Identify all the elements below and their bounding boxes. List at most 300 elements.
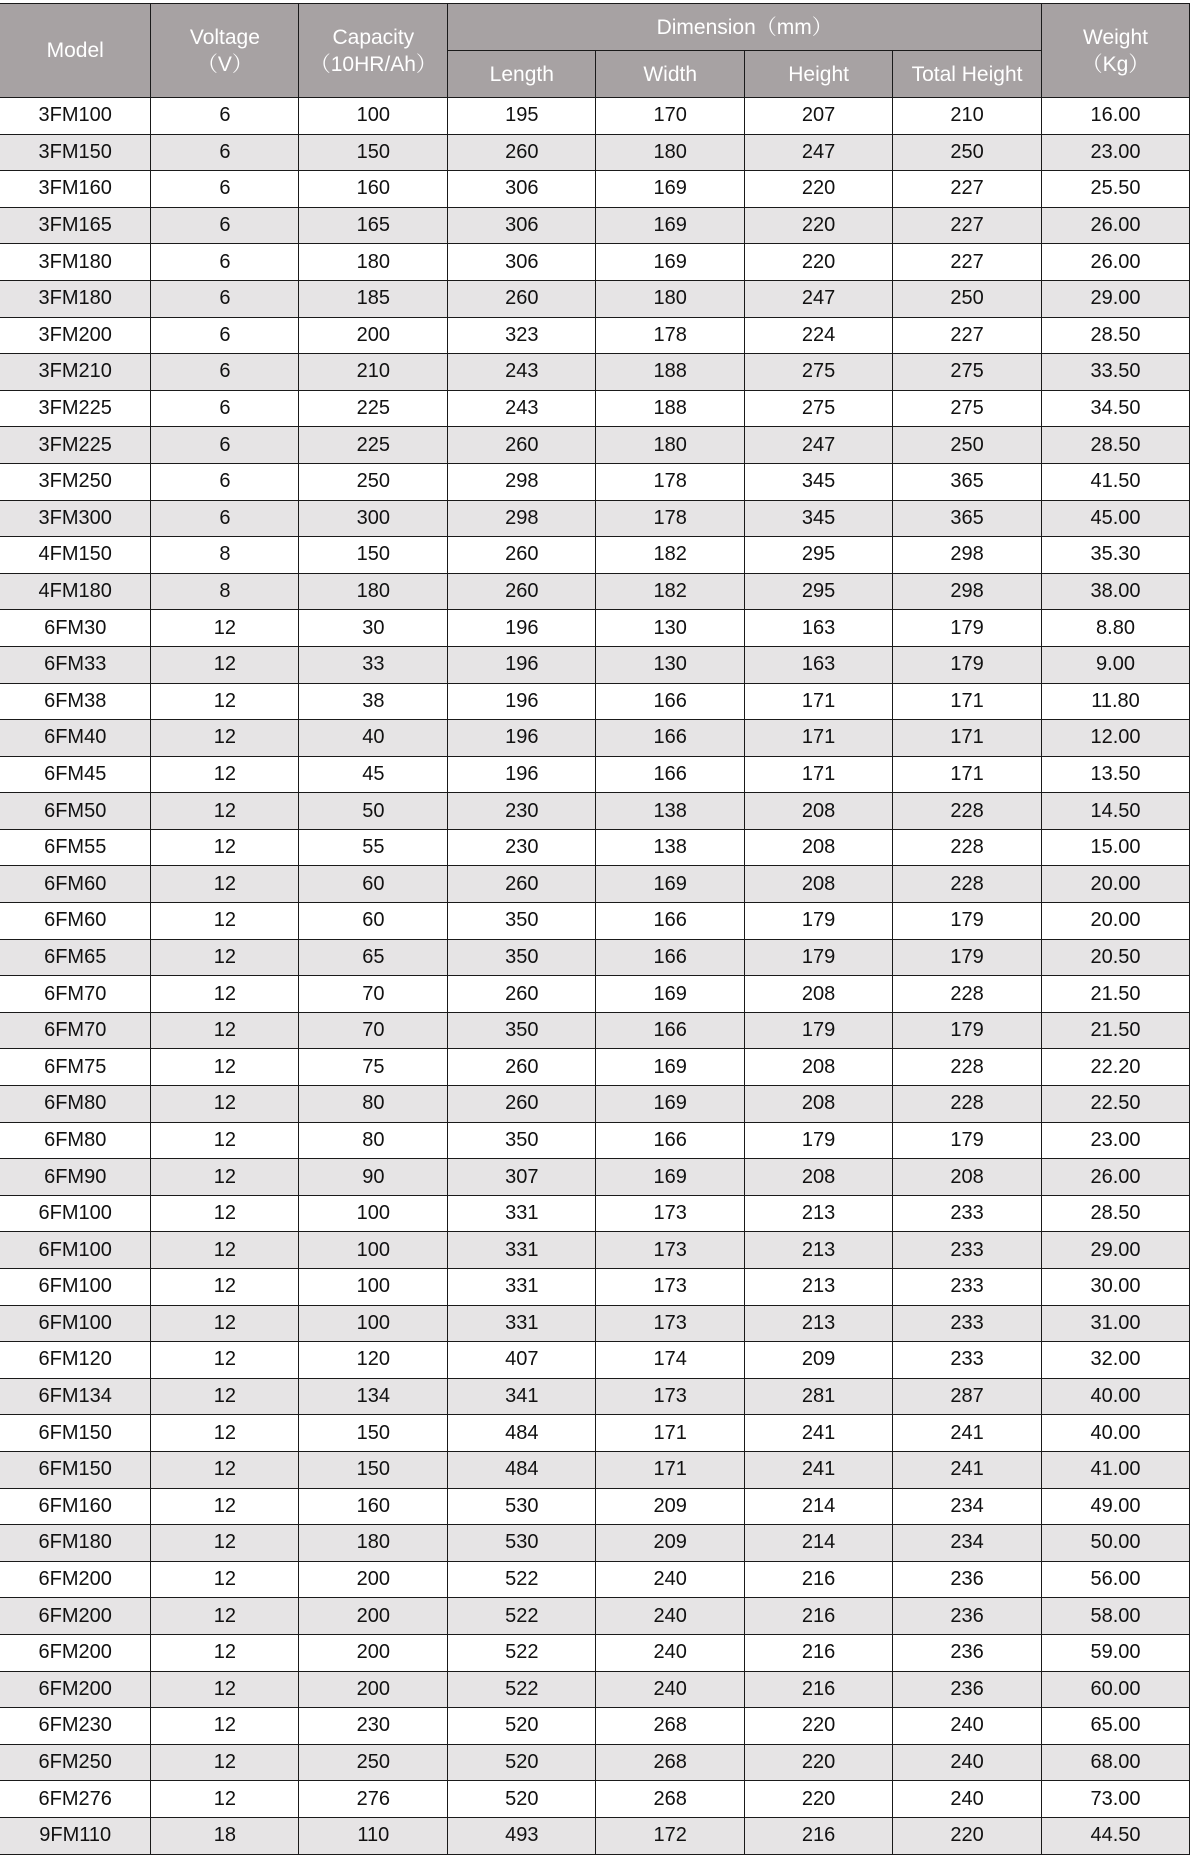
- header-total-height: Total Height: [893, 51, 1042, 98]
- cell-voltage: 12: [151, 829, 299, 866]
- cell-height: 247: [745, 427, 893, 464]
- cell-total-height: 240: [893, 1708, 1042, 1745]
- cell-total-height: 298: [893, 573, 1042, 610]
- cell-total-height: 179: [893, 1122, 1042, 1159]
- cell-capacity: 100: [299, 98, 448, 135]
- cell-weight: 28.50: [1042, 317, 1190, 354]
- cell-width: 180: [596, 134, 745, 171]
- cell-width: 173: [596, 1232, 745, 1269]
- table-row: [0, 1269, 1190, 1306]
- cell-length: 520: [448, 1744, 596, 1781]
- cell-weight: 8.80: [1042, 610, 1190, 647]
- cell-capacity: 38: [299, 683, 448, 720]
- cell-weight: 11.80: [1042, 683, 1190, 720]
- cell-weight: 29.00: [1042, 280, 1190, 317]
- cell-width: 169: [596, 1159, 745, 1196]
- cell-capacity: 70: [299, 976, 448, 1013]
- cell-width: 173: [596, 1269, 745, 1306]
- table-header: [0, 4, 1190, 98]
- cell-capacity: 185: [299, 280, 448, 317]
- cell-total-height: 227: [893, 171, 1042, 208]
- table-row: [0, 171, 1190, 208]
- cell-height: 220: [745, 171, 893, 208]
- cell-width: 130: [596, 646, 745, 683]
- cell-total-height: 179: [893, 610, 1042, 647]
- cell-capacity: 180: [299, 573, 448, 610]
- cell-weight: 59.00: [1042, 1634, 1190, 1671]
- cell-length: 196: [448, 683, 596, 720]
- cell-length: 230: [448, 793, 596, 830]
- table-row: [0, 1708, 1190, 1745]
- cell-total-height: 179: [893, 646, 1042, 683]
- cell-model: 6FM100: [0, 1305, 151, 1342]
- cell-height: 345: [745, 500, 893, 537]
- cell-model: 6FM45: [0, 756, 151, 793]
- table-row: [0, 573, 1190, 610]
- cell-height: 216: [745, 1561, 893, 1598]
- cell-model: 6FM65: [0, 939, 151, 976]
- header-capacity-label: Capacity: [332, 25, 415, 49]
- cell-height: 220: [745, 207, 893, 244]
- cell-weight: 21.50: [1042, 976, 1190, 1013]
- cell-height: 216: [745, 1817, 893, 1854]
- cell-height: 247: [745, 134, 893, 171]
- cell-voltage: 12: [151, 939, 299, 976]
- cell-length: 260: [448, 537, 596, 574]
- cell-model: 3FM165: [0, 207, 151, 244]
- cell-weight: 35.30: [1042, 537, 1190, 574]
- cell-voltage: 12: [151, 903, 299, 940]
- cell-capacity: 150: [299, 537, 448, 574]
- cell-total-height: 240: [893, 1744, 1042, 1781]
- cell-width: 180: [596, 280, 745, 317]
- cell-height: 241: [745, 1415, 893, 1452]
- cell-height: 275: [745, 390, 893, 427]
- table-row: [0, 793, 1190, 830]
- header-model: Model: [0, 4, 151, 98]
- cell-weight: 26.00: [1042, 244, 1190, 281]
- cell-capacity: 250: [299, 463, 448, 500]
- cell-width: 169: [596, 207, 745, 244]
- cell-capacity: 225: [299, 390, 448, 427]
- cell-total-height: 220: [893, 1817, 1042, 1854]
- table-row: [0, 280, 1190, 317]
- cell-weight: 38.00: [1042, 573, 1190, 610]
- cell-model: 6FM70: [0, 976, 151, 1013]
- cell-total-height: 241: [893, 1451, 1042, 1488]
- cell-weight: 32.00: [1042, 1342, 1190, 1379]
- cell-length: 407: [448, 1342, 596, 1379]
- table-row: [0, 1561, 1190, 1598]
- cell-height: 220: [745, 244, 893, 281]
- cell-height: 179: [745, 903, 893, 940]
- table-row: [0, 1378, 1190, 1415]
- cell-width: 166: [596, 720, 745, 757]
- cell-voltage: 12: [151, 683, 299, 720]
- cell-length: 331: [448, 1269, 596, 1306]
- cell-capacity: 110: [299, 1817, 448, 1854]
- table-row: [0, 1525, 1190, 1562]
- table-row: [0, 720, 1190, 757]
- cell-height: 247: [745, 280, 893, 317]
- cell-model: 3FM210: [0, 354, 151, 391]
- cell-length: 298: [448, 463, 596, 500]
- cell-total-height: 179: [893, 939, 1042, 976]
- cell-height: 216: [745, 1634, 893, 1671]
- header-voltage: [151, 4, 299, 98]
- cell-length: 350: [448, 903, 596, 940]
- cell-height: 216: [745, 1598, 893, 1635]
- cell-weight: 65.00: [1042, 1708, 1190, 1745]
- cell-total-height: 228: [893, 793, 1042, 830]
- cell-total-height: 228: [893, 866, 1042, 903]
- cell-voltage: 6: [151, 244, 299, 281]
- cell-length: 306: [448, 244, 596, 281]
- cell-height: 213: [745, 1232, 893, 1269]
- cell-capacity: 60: [299, 866, 448, 903]
- cell-weight: 40.00: [1042, 1378, 1190, 1415]
- cell-width: 180: [596, 427, 745, 464]
- cell-capacity: 200: [299, 317, 448, 354]
- table-row: [0, 1342, 1190, 1379]
- table-row: [0, 683, 1190, 720]
- table-row: [0, 1305, 1190, 1342]
- cell-model: 6FM100: [0, 1195, 151, 1232]
- cell-total-height: 365: [893, 500, 1042, 537]
- cell-voltage: 6: [151, 427, 299, 464]
- cell-voltage: 12: [151, 1634, 299, 1671]
- cell-weight: 30.00: [1042, 1269, 1190, 1306]
- cell-weight: 34.50: [1042, 390, 1190, 427]
- cell-model: 6FM80: [0, 1122, 151, 1159]
- cell-voltage: 6: [151, 171, 299, 208]
- table-row: [0, 1451, 1190, 1488]
- cell-capacity: 250: [299, 1744, 448, 1781]
- cell-capacity: 60: [299, 903, 448, 940]
- cell-voltage: 12: [151, 1378, 299, 1415]
- cell-weight: 41.00: [1042, 1451, 1190, 1488]
- cell-model: 6FM160: [0, 1488, 151, 1525]
- cell-total-height: 210: [893, 98, 1042, 135]
- cell-length: 520: [448, 1781, 596, 1818]
- cell-total-height: 233: [893, 1342, 1042, 1379]
- cell-model: 3FM300: [0, 500, 151, 537]
- table-row: [0, 1195, 1190, 1232]
- cell-weight: 31.00: [1042, 1305, 1190, 1342]
- cell-voltage: 12: [151, 1781, 299, 1818]
- cell-width: 169: [596, 171, 745, 208]
- cell-model: 6FM100: [0, 1232, 151, 1269]
- table-row: [0, 1122, 1190, 1159]
- cell-voltage: 12: [151, 976, 299, 1013]
- cell-weight: 22.50: [1042, 1086, 1190, 1123]
- table-row: [0, 1744, 1190, 1781]
- cell-width: 166: [596, 939, 745, 976]
- cell-voltage: 12: [151, 1305, 299, 1342]
- cell-width: 170: [596, 98, 745, 135]
- cell-weight: 73.00: [1042, 1781, 1190, 1818]
- cell-model: 6FM75: [0, 1049, 151, 1086]
- cell-total-height: 298: [893, 537, 1042, 574]
- table-row: [0, 976, 1190, 1013]
- cell-weight: 21.50: [1042, 1012, 1190, 1049]
- cell-capacity: 120: [299, 1342, 448, 1379]
- cell-weight: 44.50: [1042, 1817, 1190, 1854]
- cell-height: 295: [745, 537, 893, 574]
- cell-total-height: 171: [893, 756, 1042, 793]
- cell-capacity: 165: [299, 207, 448, 244]
- cell-voltage: 12: [151, 1744, 299, 1781]
- cell-capacity: 225: [299, 427, 448, 464]
- cell-voltage: 6: [151, 500, 299, 537]
- cell-weight: 15.00: [1042, 829, 1190, 866]
- cell-weight: 22.20: [1042, 1049, 1190, 1086]
- header-height: Height: [745, 51, 893, 98]
- table-row: [0, 1232, 1190, 1269]
- cell-model: 6FM60: [0, 866, 151, 903]
- cell-width: 182: [596, 573, 745, 610]
- cell-height: 208: [745, 829, 893, 866]
- cell-length: 195: [448, 98, 596, 135]
- cell-width: 240: [596, 1561, 745, 1598]
- cell-height: 345: [745, 463, 893, 500]
- cell-length: 260: [448, 573, 596, 610]
- cell-model: 3FM150: [0, 134, 151, 171]
- cell-height: 209: [745, 1342, 893, 1379]
- cell-capacity: 50: [299, 793, 448, 830]
- cell-capacity: 200: [299, 1561, 448, 1598]
- battery-spec-table: [0, 3, 1190, 1855]
- table-row: [0, 1049, 1190, 1086]
- cell-length: 530: [448, 1488, 596, 1525]
- cell-voltage: 12: [151, 1525, 299, 1562]
- table-row: [0, 1086, 1190, 1123]
- cell-weight: 33.50: [1042, 354, 1190, 391]
- cell-width: 240: [596, 1598, 745, 1635]
- cell-length: 243: [448, 390, 596, 427]
- cell-length: 522: [448, 1561, 596, 1598]
- cell-capacity: 230: [299, 1708, 448, 1745]
- cell-height: 171: [745, 756, 893, 793]
- cell-voltage: 6: [151, 354, 299, 391]
- table-row: [0, 866, 1190, 903]
- cell-voltage: 12: [151, 1488, 299, 1525]
- cell-weight: 26.00: [1042, 207, 1190, 244]
- cell-capacity: 160: [299, 171, 448, 208]
- cell-length: 260: [448, 1086, 596, 1123]
- table-row: [0, 646, 1190, 683]
- cell-total-height: 236: [893, 1671, 1042, 1708]
- cell-length: 298: [448, 500, 596, 537]
- cell-total-height: 236: [893, 1634, 1042, 1671]
- header-width: Width: [596, 51, 745, 98]
- cell-capacity: 80: [299, 1122, 448, 1159]
- cell-weight: 26.00: [1042, 1159, 1190, 1196]
- cell-width: 171: [596, 1451, 745, 1488]
- cell-weight: 29.00: [1042, 1232, 1190, 1269]
- cell-capacity: 300: [299, 500, 448, 537]
- cell-length: 196: [448, 646, 596, 683]
- table-row: [0, 1817, 1190, 1854]
- cell-total-height: 240: [893, 1781, 1042, 1818]
- cell-width: 188: [596, 354, 745, 391]
- cell-width: 171: [596, 1415, 745, 1452]
- cell-voltage: 12: [151, 1195, 299, 1232]
- cell-model: 6FM150: [0, 1451, 151, 1488]
- table-row: [0, 610, 1190, 647]
- cell-voltage: 12: [151, 1159, 299, 1196]
- cell-height: 179: [745, 1122, 893, 1159]
- table-row: [0, 427, 1190, 464]
- cell-length: 260: [448, 1049, 596, 1086]
- cell-weight: 56.00: [1042, 1561, 1190, 1598]
- cell-total-height: 171: [893, 720, 1042, 757]
- cell-voltage: 12: [151, 1232, 299, 1269]
- cell-weight: 13.50: [1042, 756, 1190, 793]
- cell-weight: 28.50: [1042, 427, 1190, 464]
- cell-voltage: 6: [151, 463, 299, 500]
- cell-total-height: 275: [893, 354, 1042, 391]
- cell-width: 169: [596, 866, 745, 903]
- cell-total-height: 250: [893, 427, 1042, 464]
- cell-length: 522: [448, 1671, 596, 1708]
- cell-voltage: 12: [151, 646, 299, 683]
- cell-length: 260: [448, 280, 596, 317]
- cell-width: 169: [596, 244, 745, 281]
- table-row: [0, 244, 1190, 281]
- cell-capacity: 80: [299, 1086, 448, 1123]
- cell-total-height: 250: [893, 280, 1042, 317]
- cell-width: 138: [596, 829, 745, 866]
- table-row: [0, 1671, 1190, 1708]
- cell-voltage: 6: [151, 280, 299, 317]
- cell-model: 3FM225: [0, 390, 151, 427]
- cell-capacity: 65: [299, 939, 448, 976]
- cell-capacity: 70: [299, 1012, 448, 1049]
- cell-capacity: 75: [299, 1049, 448, 1086]
- cell-voltage: 12: [151, 1671, 299, 1708]
- cell-model: 6FM250: [0, 1744, 151, 1781]
- cell-model: 6FM120: [0, 1342, 151, 1379]
- header-weight: [1042, 4, 1190, 98]
- cell-height: 163: [745, 646, 893, 683]
- cell-total-height: 233: [893, 1232, 1042, 1269]
- cell-weight: 58.00: [1042, 1598, 1190, 1635]
- cell-model: 6FM230: [0, 1708, 151, 1745]
- cell-weight: 25.50: [1042, 171, 1190, 208]
- cell-capacity: 210: [299, 354, 448, 391]
- cell-weight: 41.50: [1042, 463, 1190, 500]
- cell-voltage: 18: [151, 1817, 299, 1854]
- cell-width: 268: [596, 1744, 745, 1781]
- cell-model: 6FM60: [0, 903, 151, 940]
- cell-model: 3FM100: [0, 98, 151, 135]
- cell-length: 196: [448, 720, 596, 757]
- cell-voltage: 12: [151, 1049, 299, 1086]
- cell-model: 6FM134: [0, 1378, 151, 1415]
- cell-width: 188: [596, 390, 745, 427]
- cell-weight: 45.00: [1042, 500, 1190, 537]
- table-row: [0, 1634, 1190, 1671]
- table-row: [0, 354, 1190, 391]
- cell-voltage: 12: [151, 793, 299, 830]
- cell-total-height: 227: [893, 317, 1042, 354]
- cell-weight: 20.50: [1042, 939, 1190, 976]
- cell-height: 208: [745, 1049, 893, 1086]
- cell-weight: 60.00: [1042, 1671, 1190, 1708]
- cell-width: 173: [596, 1195, 745, 1232]
- cell-length: 243: [448, 354, 596, 391]
- cell-height: 224: [745, 317, 893, 354]
- cell-weight: 28.50: [1042, 1195, 1190, 1232]
- cell-weight: 23.00: [1042, 1122, 1190, 1159]
- cell-weight: 50.00: [1042, 1525, 1190, 1562]
- cell-height: 208: [745, 866, 893, 903]
- cell-total-height: 233: [893, 1305, 1042, 1342]
- cell-total-height: 234: [893, 1525, 1042, 1562]
- cell-length: 484: [448, 1451, 596, 1488]
- cell-height: 220: [745, 1781, 893, 1818]
- header-weight-label: Weight: [1083, 25, 1148, 49]
- cell-capacity: 100: [299, 1195, 448, 1232]
- cell-model: 4FM180: [0, 573, 151, 610]
- cell-width: 166: [596, 1012, 745, 1049]
- cell-voltage: 12: [151, 720, 299, 757]
- cell-length: 331: [448, 1305, 596, 1342]
- table-row: [0, 98, 1190, 135]
- cell-width: 209: [596, 1525, 745, 1562]
- table-row: [0, 317, 1190, 354]
- cell-capacity: 276: [299, 1781, 448, 1818]
- cell-height: 220: [745, 1744, 893, 1781]
- cell-capacity: 180: [299, 1525, 448, 1562]
- cell-length: 323: [448, 317, 596, 354]
- cell-length: 306: [448, 207, 596, 244]
- table-row: [0, 390, 1190, 427]
- cell-voltage: 6: [151, 390, 299, 427]
- table-row: [0, 756, 1190, 793]
- cell-total-height: 365: [893, 463, 1042, 500]
- cell-model: 3FM160: [0, 171, 151, 208]
- header-weight-unit: （Kg）: [1081, 52, 1150, 76]
- table-row: [0, 1012, 1190, 1049]
- cell-total-height: 227: [893, 244, 1042, 281]
- cell-width: 169: [596, 976, 745, 1013]
- cell-width: 173: [596, 1305, 745, 1342]
- cell-model: 3FM180: [0, 280, 151, 317]
- header-length: Length: [448, 51, 596, 98]
- cell-weight: 12.00: [1042, 720, 1190, 757]
- cell-total-height: 208: [893, 1159, 1042, 1196]
- cell-length: 484: [448, 1415, 596, 1452]
- cell-weight: 14.50: [1042, 793, 1190, 830]
- cell-model: 6FM50: [0, 793, 151, 830]
- table-row: [0, 500, 1190, 537]
- cell-length: 260: [448, 866, 596, 903]
- cell-weight: 16.00: [1042, 98, 1190, 135]
- cell-capacity: 90: [299, 1159, 448, 1196]
- table-row: [0, 1488, 1190, 1525]
- cell-model: 6FM276: [0, 1781, 151, 1818]
- cell-height: 208: [745, 793, 893, 830]
- header-capacity: [299, 4, 448, 98]
- table-row: [0, 207, 1190, 244]
- header-dimension: Dimension（mm）: [448, 4, 1042, 51]
- cell-weight: 68.00: [1042, 1744, 1190, 1781]
- cell-height: 220: [745, 1708, 893, 1745]
- cell-capacity: 160: [299, 1488, 448, 1525]
- cell-length: 196: [448, 610, 596, 647]
